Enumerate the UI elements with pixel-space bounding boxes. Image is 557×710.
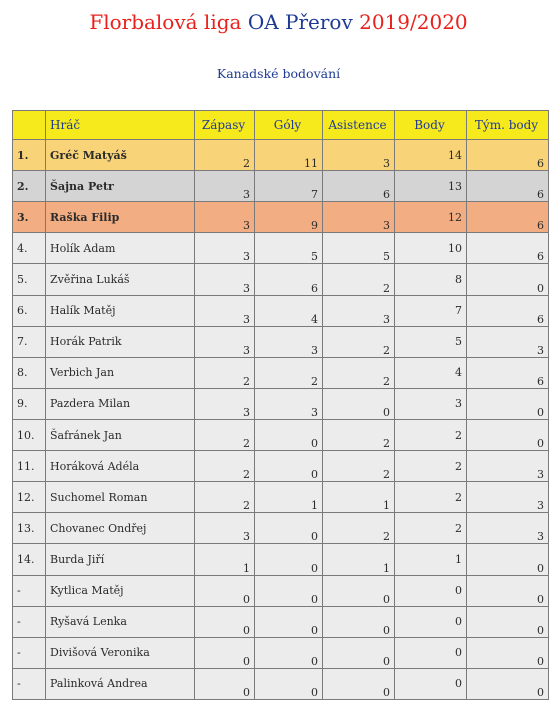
points-cell: 1 — [395, 544, 467, 575]
player-cell: Šafránek Jan — [46, 419, 195, 450]
points-cell: 13 — [395, 171, 467, 202]
team-points-cell: 0 — [467, 637, 549, 668]
team-points-cell: 0 — [467, 264, 549, 295]
points-cell: 3 — [395, 388, 467, 419]
games-cell: 1 — [195, 544, 255, 575]
assists-cell: 2 — [323, 264, 395, 295]
goals-cell: 0 — [255, 544, 323, 575]
table-body — [13, 140, 549, 700]
table-row — [13, 575, 549, 606]
assists-cell: 6 — [323, 171, 395, 202]
rank-cell: - — [13, 637, 46, 668]
player-cell: Burda Jiří — [46, 544, 195, 575]
assists-cell: 0 — [323, 575, 395, 606]
games-cell: 3 — [195, 326, 255, 357]
goals-cell: 0 — [255, 513, 323, 544]
table-row — [13, 513, 549, 544]
assists-cell: 1 — [323, 482, 395, 513]
assists-cell: 3 — [323, 202, 395, 233]
player-cell: Kytlica Matěj — [46, 575, 195, 606]
table-row — [13, 451, 549, 482]
games-cell: 0 — [195, 575, 255, 606]
goals-cell: 0 — [255, 637, 323, 668]
assists-cell: 3 — [323, 140, 395, 171]
assists-cell: 2 — [323, 513, 395, 544]
table-header-row — [13, 111, 549, 140]
goals-cell: 2 — [255, 357, 323, 388]
player-cell: Holík Adam — [46, 233, 195, 264]
team-points-cell: 0 — [467, 606, 549, 637]
table-row — [13, 606, 549, 637]
team-points-cell: 0 — [467, 544, 549, 575]
header-goals: Góly — [255, 111, 323, 140]
player-cell: Divišová Veronika — [46, 637, 195, 668]
header-assists: Asistence — [323, 111, 395, 140]
rank-cell: 11. — [13, 451, 46, 482]
goals-cell: 4 — [255, 295, 323, 326]
points-cell: 5 — [395, 326, 467, 357]
goals-cell: 3 — [255, 326, 323, 357]
games-cell: 0 — [195, 606, 255, 637]
goals-cell: 0 — [255, 606, 323, 637]
goals-cell: 7 — [255, 171, 323, 202]
team-points-cell: 3 — [467, 482, 549, 513]
team-points-cell: 6 — [467, 171, 549, 202]
player-cell: Chovanec Ondřej — [46, 513, 195, 544]
games-cell: 2 — [195, 451, 255, 482]
points-cell: 2 — [395, 451, 467, 482]
header-team-points: Tým. body — [467, 111, 549, 140]
title-school: OA Přerov — [247, 10, 353, 34]
points-cell: 4 — [395, 357, 467, 388]
rank-cell: 2. — [13, 171, 46, 202]
table-row — [13, 140, 549, 171]
rank-cell: 6. — [13, 295, 46, 326]
games-cell: 3 — [195, 233, 255, 264]
table-row — [13, 202, 549, 233]
assists-cell: 2 — [323, 451, 395, 482]
assists-cell: 2 — [323, 357, 395, 388]
rank-cell: 7. — [13, 326, 46, 357]
points-cell: 2 — [395, 513, 467, 544]
title-league: Florbalová liga — [89, 10, 242, 34]
games-cell: 3 — [195, 388, 255, 419]
assists-cell: 5 — [323, 233, 395, 264]
player-cell: Ryšavá Lenka — [46, 606, 195, 637]
rank-cell: 8. — [13, 357, 46, 388]
rank-cell: 3. — [13, 202, 46, 233]
points-cell: 2 — [395, 419, 467, 450]
points-cell: 0 — [395, 668, 467, 699]
games-cell: 3 — [195, 295, 255, 326]
assists-cell: 0 — [323, 637, 395, 668]
points-cell: 14 — [395, 140, 467, 171]
games-cell: 2 — [195, 482, 255, 513]
goals-cell: 5 — [255, 233, 323, 264]
player-cell: Pazdera Milan — [46, 388, 195, 419]
goals-cell: 9 — [255, 202, 323, 233]
goals-cell: 1 — [255, 482, 323, 513]
goals-cell: 0 — [255, 419, 323, 450]
team-points-cell: 0 — [467, 668, 549, 699]
goals-cell: 0 — [255, 668, 323, 699]
games-cell: 3 — [195, 171, 255, 202]
points-cell: 0 — [395, 606, 467, 637]
team-points-cell: 0 — [467, 575, 549, 606]
points-cell: 2 — [395, 482, 467, 513]
table-row — [13, 419, 549, 450]
goals-cell: 11 — [255, 140, 323, 171]
points-cell: 8 — [395, 264, 467, 295]
games-cell: 3 — [195, 202, 255, 233]
games-cell: 0 — [195, 637, 255, 668]
table-row — [13, 171, 549, 202]
rank-cell: 13. — [13, 513, 46, 544]
assists-cell: 0 — [323, 668, 395, 699]
games-cell: 3 — [195, 264, 255, 295]
games-cell: 0 — [195, 668, 255, 699]
rank-cell: 14. — [13, 544, 46, 575]
table-row — [13, 668, 549, 699]
header-games: Zápasy — [195, 111, 255, 140]
page-subtitle: Kanadské bodování — [216, 66, 341, 81]
player-cell: Zvěřina Lukáš — [46, 264, 195, 295]
table-row — [13, 295, 549, 326]
title-season: 2019/2020 — [359, 10, 468, 34]
goals-cell: 0 — [255, 451, 323, 482]
assists-cell: 3 — [323, 295, 395, 326]
games-cell: 3 — [195, 513, 255, 544]
player-cell: Raška Filip — [46, 202, 195, 233]
page-title — [0, 10, 557, 34]
table-row — [13, 233, 549, 264]
table-row — [13, 357, 549, 388]
team-points-cell: 6 — [467, 202, 549, 233]
player-cell: Horák Patrik — [46, 326, 195, 357]
player-cell: Halík Matěj — [46, 295, 195, 326]
team-points-cell: 3 — [467, 513, 549, 544]
assists-cell: 0 — [323, 606, 395, 637]
team-points-cell: 3 — [467, 326, 549, 357]
table-row — [13, 326, 549, 357]
player-cell: Horáková Adéla — [46, 451, 195, 482]
rank-cell: 1. — [13, 140, 46, 171]
games-cell: 2 — [195, 419, 255, 450]
header-rank — [13, 111, 46, 140]
assists-cell: 2 — [323, 419, 395, 450]
player-cell: Suchomel Roman — [46, 482, 195, 513]
goals-cell: 6 — [255, 264, 323, 295]
scoring-table — [12, 110, 549, 700]
team-points-cell: 6 — [467, 233, 549, 264]
team-points-cell: 6 — [467, 357, 549, 388]
points-cell: 7 — [395, 295, 467, 326]
goals-cell: 0 — [255, 575, 323, 606]
points-cell: 0 — [395, 637, 467, 668]
table-row — [13, 544, 549, 575]
table-row — [13, 637, 549, 668]
games-cell: 2 — [195, 357, 255, 388]
rank-cell: - — [13, 668, 46, 699]
rank-cell: 12. — [13, 482, 46, 513]
player-cell: Šajna Petr — [46, 171, 195, 202]
points-cell: 0 — [395, 575, 467, 606]
header-points: Body — [395, 111, 467, 140]
team-points-cell: 0 — [467, 388, 549, 419]
rank-cell: 4. — [13, 233, 46, 264]
rank-cell: 5. — [13, 264, 46, 295]
rank-cell: - — [13, 606, 46, 637]
points-cell: 12 — [395, 202, 467, 233]
header-player: Hráč — [46, 111, 195, 140]
player-cell: Verbich Jan — [46, 357, 195, 388]
team-points-cell: 6 — [467, 295, 549, 326]
assists-cell: 1 — [323, 544, 395, 575]
goals-cell: 3 — [255, 388, 323, 419]
player-cell: Palinková Andrea — [46, 668, 195, 699]
rank-cell: 10. — [13, 419, 46, 450]
rank-cell: - — [13, 575, 46, 606]
assists-cell: 2 — [323, 326, 395, 357]
table-row — [13, 482, 549, 513]
games-cell: 2 — [195, 140, 255, 171]
assists-cell: 0 — [323, 388, 395, 419]
points-cell: 10 — [395, 233, 467, 264]
rank-cell: 9. — [13, 388, 46, 419]
team-points-cell: 0 — [467, 419, 549, 450]
table-row — [13, 388, 549, 419]
team-points-cell: 6 — [467, 140, 549, 171]
table-row — [13, 264, 549, 295]
player-cell: Gréč Matyáš — [46, 140, 195, 171]
team-points-cell: 3 — [467, 451, 549, 482]
